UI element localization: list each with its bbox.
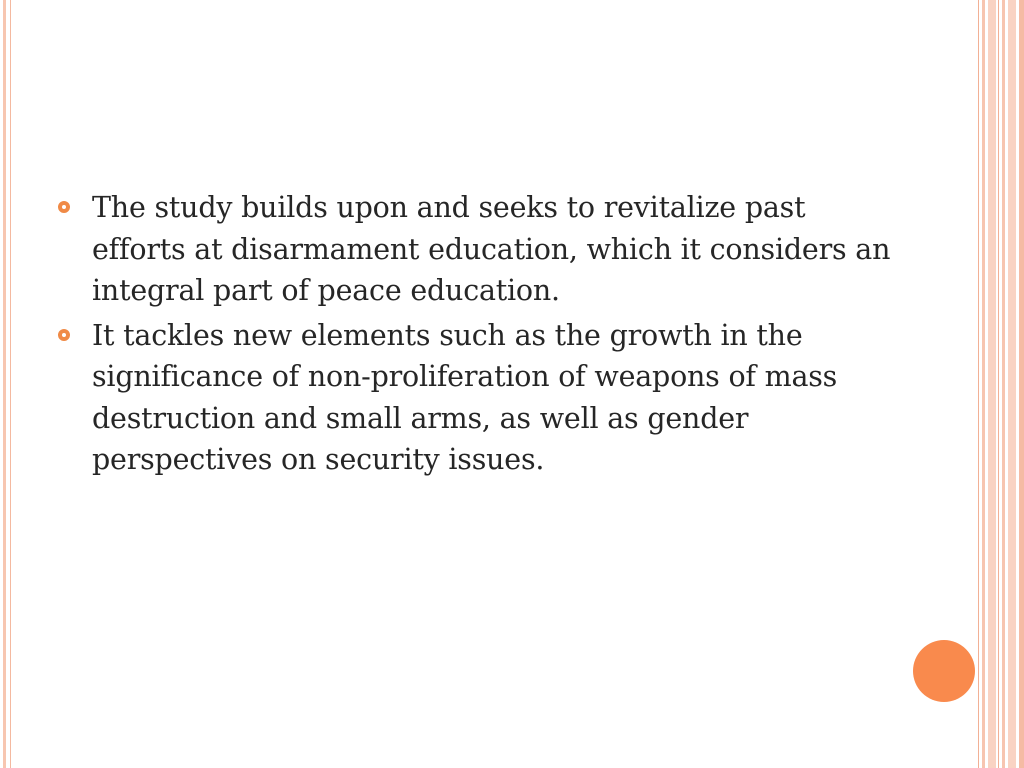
stripe [988,0,996,768]
ring-bullet-icon [58,201,70,213]
stripe [978,0,979,768]
bullet-text: The study builds upon and seeks to revitalize past efforts at disarmament education, which it considers an integral part of peace education. [92,191,891,307]
left-border-thin-line [10,0,11,768]
list-item [58,315,898,481]
ring-bullet-icon [58,329,70,341]
decorative-circle [913,640,975,702]
left-border-line [3,0,6,768]
list-item [58,187,898,312]
stripe [1019,0,1024,768]
stripe [998,0,999,768]
stripe [1008,0,1016,768]
bullet-text: It tackles new elements such as the growth in the significance of non-proliferation of weapons of mass destruction and small arms, as well as gender perspectives on security issues. [92,318,838,476]
right-border-stripes [978,0,1024,768]
stripe [982,0,985,768]
stripe [1002,0,1005,768]
bullet-list [58,187,898,484]
